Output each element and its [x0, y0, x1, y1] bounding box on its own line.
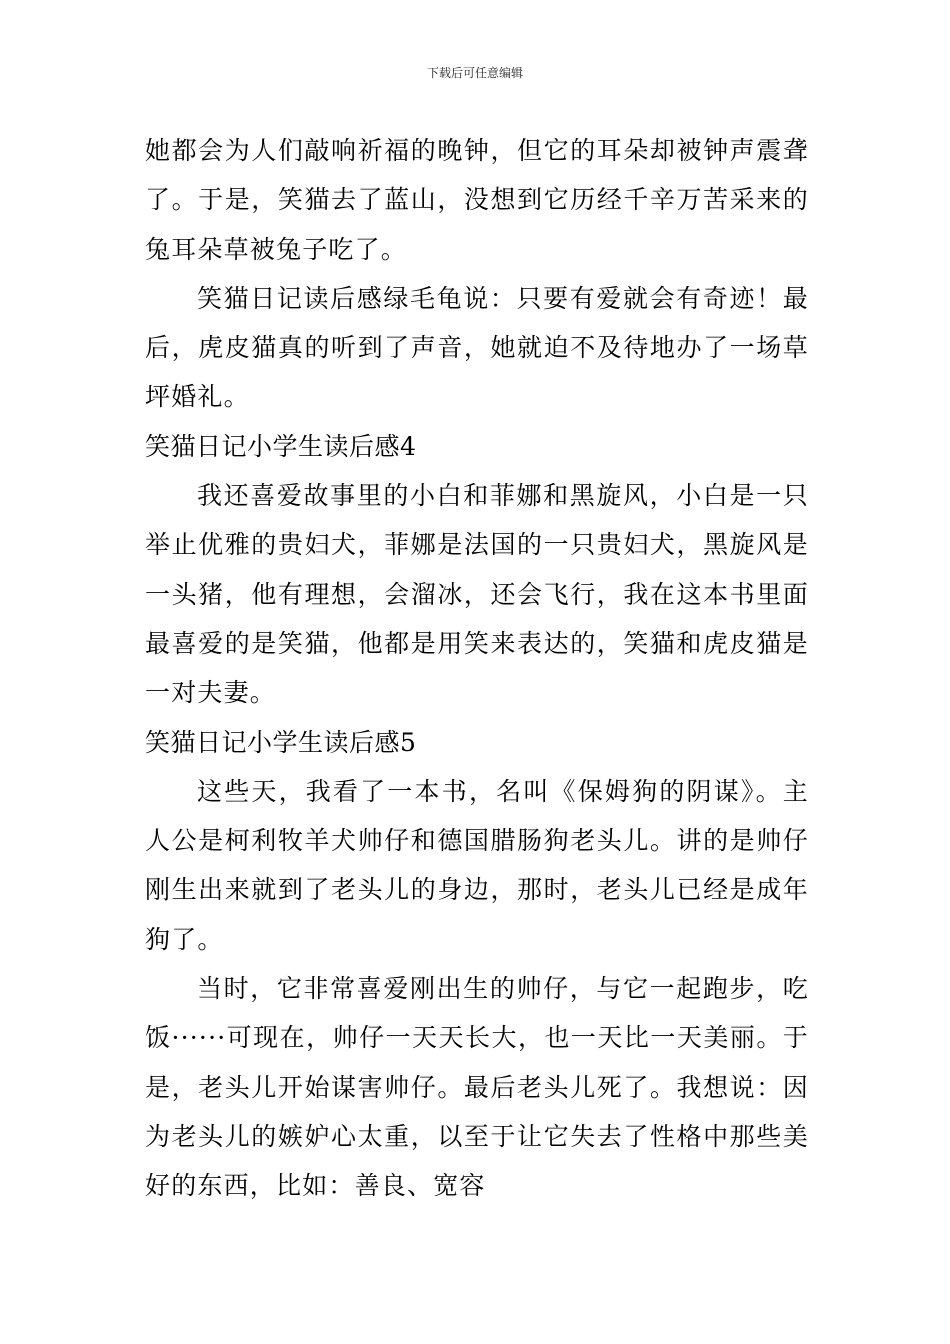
document-body [145, 126, 809, 1211]
paragraph-1: 她都会为人们敲响祈福的晚钟，但它的耳朵却被钟声震聋了。于是，笑猫去了蓝山，没想到它历经千辛万苦采来的兔耳朵草被兔子吃了。 [145, 136, 809, 264]
paragraph-5: 当时，它非常喜爱刚出生的帅仔，与它一起跑步，吃饭······可现在，帅仔一天天长大，也一天比一天美丽。于是，老头儿开始谋害帅仔。最后老头儿死了。我想说：因为老头儿的嫉妒心太重，以至于让它失去了性格中那些美好的东西，比如：善良、宽容 [145, 974, 809, 1201]
paragraph-3: 我还喜爱故事里的小白和菲娜和黑旋风，小白是一只举止优雅的贵妇犬，菲娜是法国的一只贵妇犬，黑旋风是一头猪，他有理想，会溜冰，还会飞行，我在这本书里面最喜爱的是笑猫，他都是用笑来表达的，笑猫和虎皮猫是一对夫妻。 [145, 481, 809, 708]
section-heading-5: 笑猫日记小学生读后感5 [145, 727, 417, 757]
page-header: 下载后可任意编辑 [426, 66, 523, 80]
paragraph-2: 笑猫日记读后感绿毛龟说：只要有爱就会有奇迹！最后，虎皮猫真的听到了声音，她就迫不及待地办了一场草坪婚礼。 [145, 283, 809, 412]
section-heading-4: 笑猫日记小学生读后感4 [145, 431, 417, 461]
paragraph-4: 这些天，我看了一本书，名叫《保姆狗的阴谋》。主人公是柯利牧羊犬帅仔和德国腊肠狗老头儿。讲的是帅仔刚生出来就到了老头儿的身边，那时，老头儿已经是成年狗了。 [145, 776, 809, 954]
